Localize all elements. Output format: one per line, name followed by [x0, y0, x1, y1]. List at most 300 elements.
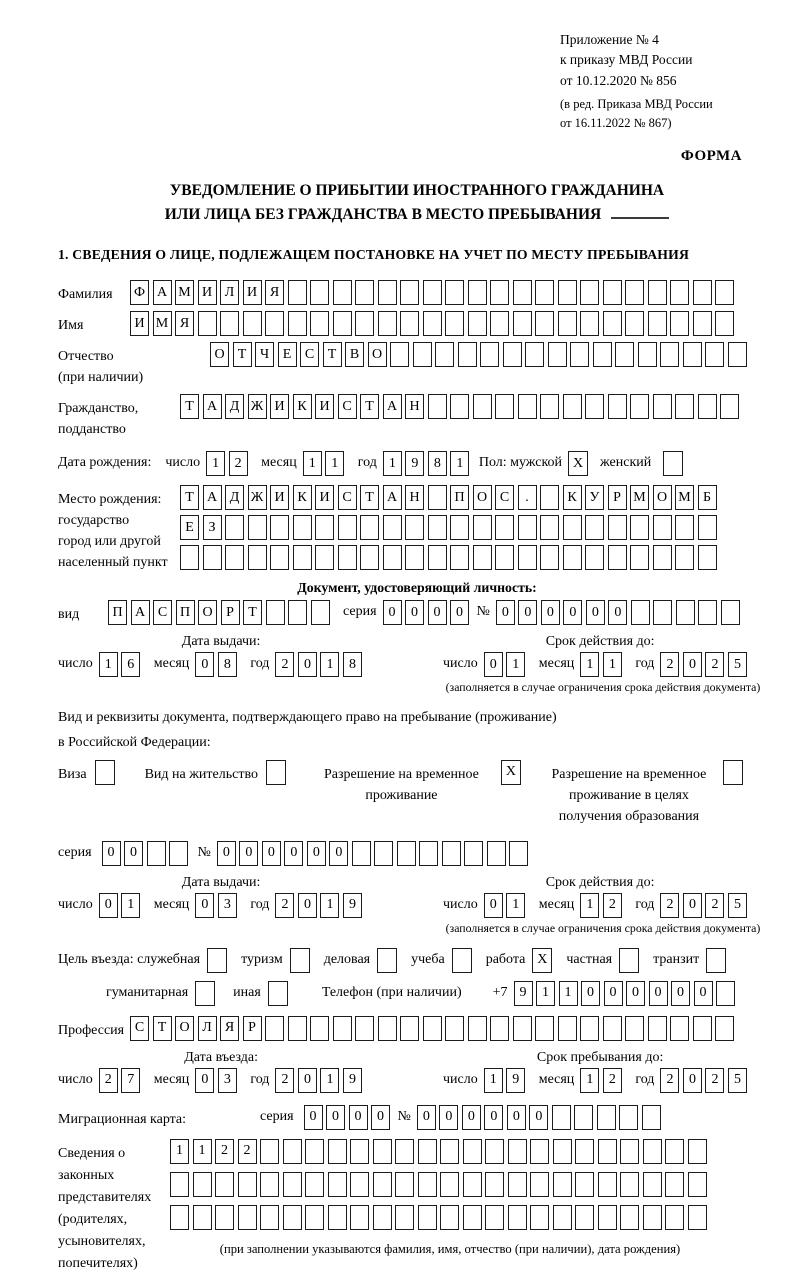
char-cell[interactable]: [395, 1205, 414, 1230]
char-cell[interactable]: [580, 311, 599, 336]
char-cell[interactable]: 1: [320, 652, 339, 677]
char-cell[interactable]: [518, 545, 537, 570]
char-cell[interactable]: [518, 394, 537, 419]
char-cell[interactable]: 2: [215, 1139, 234, 1164]
char-cell[interactable]: [625, 1016, 644, 1041]
char-cell[interactable]: З: [203, 515, 222, 540]
char-cell[interactable]: [728, 342, 747, 367]
char-cell[interactable]: [660, 342, 679, 367]
char-cell[interactable]: 1: [325, 451, 344, 476]
char-cell[interactable]: С: [130, 1016, 149, 1041]
char-cell[interactable]: [328, 1172, 347, 1197]
char-cell[interactable]: [513, 1016, 532, 1041]
char-cell[interactable]: [643, 1205, 662, 1230]
char-cell[interactable]: [608, 515, 627, 540]
char-cell[interactable]: [333, 1016, 352, 1041]
char-cell[interactable]: [535, 280, 554, 305]
char-cell[interactable]: [360, 515, 379, 540]
char-cell[interactable]: .: [518, 485, 537, 510]
char-cell[interactable]: [625, 280, 644, 305]
char-cell[interactable]: [468, 280, 487, 305]
char-cell[interactable]: 2: [229, 451, 248, 476]
char-cell[interactable]: С: [338, 485, 357, 510]
char-cell[interactable]: 0: [671, 981, 690, 1006]
char-cell[interactable]: М: [675, 485, 694, 510]
char-cell[interactable]: [265, 311, 284, 336]
char-cell[interactable]: [374, 841, 393, 866]
char-cell[interactable]: [215, 1205, 234, 1230]
char-cell[interactable]: [575, 1172, 594, 1197]
char-cell[interactable]: Р: [243, 1016, 262, 1041]
char-cell[interactable]: [468, 311, 487, 336]
char-cell[interactable]: [665, 1172, 684, 1197]
char-cell[interactable]: 0: [450, 600, 469, 625]
char-cell[interactable]: [305, 1172, 324, 1197]
char-cell[interactable]: [418, 1139, 437, 1164]
char-cell[interactable]: [490, 280, 509, 305]
char-cell[interactable]: Я: [175, 311, 194, 336]
char-cell[interactable]: 2: [660, 1068, 679, 1093]
char-cell[interactable]: [653, 515, 672, 540]
char-cell[interactable]: [423, 311, 442, 336]
char-cell[interactable]: [293, 515, 312, 540]
char-cell[interactable]: [423, 280, 442, 305]
char-cell[interactable]: [530, 1205, 549, 1230]
char-cell[interactable]: 9: [343, 893, 362, 918]
char-cell[interactable]: [535, 1016, 554, 1041]
char-cell[interactable]: 1: [121, 893, 140, 918]
char-cell[interactable]: Т: [153, 1016, 172, 1041]
char-cell[interactable]: И: [315, 485, 334, 510]
char-cell[interactable]: [338, 515, 357, 540]
char-cell[interactable]: [440, 1172, 459, 1197]
char-cell[interactable]: [450, 394, 469, 419]
char-cell[interactable]: [400, 311, 419, 336]
char-cell[interactable]: [473, 394, 492, 419]
char-cell[interactable]: [530, 1139, 549, 1164]
char-cell[interactable]: [670, 280, 689, 305]
char-cell[interactable]: 0: [683, 893, 702, 918]
char-cell[interactable]: 2: [660, 652, 679, 677]
char-cell[interactable]: [445, 280, 464, 305]
char-cell[interactable]: [574, 1105, 593, 1130]
purpose-private-checkbox[interactable]: [619, 948, 639, 973]
char-cell[interactable]: 5: [728, 652, 747, 677]
char-cell[interactable]: [442, 841, 461, 866]
gender-male-checkbox[interactable]: X: [568, 451, 588, 476]
char-cell[interactable]: [468, 1016, 487, 1041]
char-cell[interactable]: К: [563, 485, 582, 510]
char-cell[interactable]: [180, 545, 199, 570]
char-cell[interactable]: Т: [323, 342, 342, 367]
char-cell[interactable]: [266, 600, 285, 625]
char-cell[interactable]: А: [131, 600, 150, 625]
char-cell[interactable]: [193, 1172, 212, 1197]
char-cell[interactable]: 1: [580, 652, 599, 677]
char-cell[interactable]: [530, 1172, 549, 1197]
char-cell[interactable]: [400, 1016, 419, 1041]
char-cell[interactable]: [553, 1205, 572, 1230]
char-cell[interactable]: [683, 342, 702, 367]
char-cell[interactable]: Ф: [130, 280, 149, 305]
char-cell[interactable]: [395, 1172, 414, 1197]
char-cell[interactable]: [619, 1105, 638, 1130]
char-cell[interactable]: Т: [180, 485, 199, 510]
char-cell[interactable]: 0: [581, 981, 600, 1006]
char-cell[interactable]: [310, 311, 329, 336]
char-cell[interactable]: Я: [265, 280, 284, 305]
char-cell[interactable]: М: [630, 485, 649, 510]
char-cell[interactable]: Л: [198, 1016, 217, 1041]
purpose-other-checkbox[interactable]: [268, 981, 288, 1006]
char-cell[interactable]: [721, 600, 740, 625]
char-cell[interactable]: [435, 342, 454, 367]
char-cell[interactable]: [630, 545, 649, 570]
char-cell[interactable]: Ж: [248, 485, 267, 510]
char-cell[interactable]: Н: [405, 485, 424, 510]
char-cell[interactable]: [598, 1139, 617, 1164]
char-cell[interactable]: [642, 1105, 661, 1130]
char-cell[interactable]: И: [130, 311, 149, 336]
visa-checkbox[interactable]: [95, 760, 115, 785]
char-cell[interactable]: [350, 1172, 369, 1197]
char-cell[interactable]: [445, 1016, 464, 1041]
char-cell[interactable]: 0: [541, 600, 560, 625]
char-cell[interactable]: [620, 1205, 639, 1230]
char-cell[interactable]: [378, 280, 397, 305]
char-cell[interactable]: [305, 1205, 324, 1230]
char-cell[interactable]: [397, 841, 416, 866]
char-cell[interactable]: 0: [683, 1068, 702, 1093]
char-cell[interactable]: 0: [405, 600, 424, 625]
char-cell[interactable]: У: [585, 485, 604, 510]
char-cell[interactable]: И: [243, 280, 262, 305]
char-cell[interactable]: [688, 1205, 707, 1230]
char-cell[interactable]: [563, 394, 582, 419]
char-cell[interactable]: [693, 1016, 712, 1041]
char-cell[interactable]: 0: [428, 600, 447, 625]
char-cell[interactable]: [698, 394, 717, 419]
char-cell[interactable]: 1: [603, 652, 622, 677]
char-cell[interactable]: [333, 280, 352, 305]
char-cell[interactable]: 0: [262, 841, 281, 866]
char-cell[interactable]: 0: [563, 600, 582, 625]
char-cell[interactable]: [383, 545, 402, 570]
char-cell[interactable]: 0: [529, 1105, 548, 1130]
char-cell[interactable]: [283, 1205, 302, 1230]
char-cell[interactable]: Л: [220, 280, 239, 305]
char-cell[interactable]: [288, 600, 307, 625]
char-cell[interactable]: [293, 545, 312, 570]
char-cell[interactable]: [260, 1139, 279, 1164]
char-cell[interactable]: [603, 280, 622, 305]
char-cell[interactable]: [473, 515, 492, 540]
char-cell[interactable]: [350, 1139, 369, 1164]
char-cell[interactable]: [653, 394, 672, 419]
char-cell[interactable]: Р: [221, 600, 240, 625]
char-cell[interactable]: [535, 311, 554, 336]
char-cell[interactable]: [553, 1139, 572, 1164]
char-cell[interactable]: [631, 600, 650, 625]
char-cell[interactable]: [540, 485, 559, 510]
char-cell[interactable]: [355, 280, 374, 305]
char-cell[interactable]: 0: [439, 1105, 458, 1130]
char-cell[interactable]: 9: [405, 451, 424, 476]
char-cell[interactable]: [170, 1172, 189, 1197]
char-cell[interactable]: [513, 311, 532, 336]
char-cell[interactable]: [428, 515, 447, 540]
char-cell[interactable]: [463, 1139, 482, 1164]
char-cell[interactable]: 0: [195, 652, 214, 677]
char-cell[interactable]: [563, 515, 582, 540]
char-cell[interactable]: [315, 545, 334, 570]
char-cell[interactable]: [563, 545, 582, 570]
char-cell[interactable]: [503, 342, 522, 367]
char-cell[interactable]: [373, 1139, 392, 1164]
purpose-study-checkbox[interactable]: [452, 948, 472, 973]
char-cell[interactable]: К: [293, 485, 312, 510]
char-cell[interactable]: 2: [275, 1068, 294, 1093]
char-cell[interactable]: [558, 311, 577, 336]
char-cell[interactable]: [203, 545, 222, 570]
char-cell[interactable]: [400, 280, 419, 305]
char-cell[interactable]: О: [175, 1016, 194, 1041]
char-cell[interactable]: 0: [102, 841, 121, 866]
char-cell[interactable]: 0: [694, 981, 713, 1006]
char-cell[interactable]: [620, 1172, 639, 1197]
char-cell[interactable]: [169, 841, 188, 866]
char-cell[interactable]: П: [176, 600, 195, 625]
char-cell[interactable]: [676, 600, 695, 625]
char-cell[interactable]: [653, 600, 672, 625]
char-cell[interactable]: 2: [705, 652, 724, 677]
char-cell[interactable]: [355, 1016, 374, 1041]
char-cell[interactable]: [248, 545, 267, 570]
char-cell[interactable]: 1: [320, 1068, 339, 1093]
char-cell[interactable]: [608, 545, 627, 570]
char-cell[interactable]: [352, 841, 371, 866]
char-cell[interactable]: С: [338, 394, 357, 419]
char-cell[interactable]: М: [175, 280, 194, 305]
char-cell[interactable]: Т: [360, 485, 379, 510]
char-cell[interactable]: [288, 311, 307, 336]
char-cell[interactable]: 2: [275, 652, 294, 677]
char-cell[interactable]: [693, 311, 712, 336]
char-cell[interactable]: 1: [450, 451, 469, 476]
char-cell[interactable]: [558, 1016, 577, 1041]
char-cell[interactable]: [548, 342, 567, 367]
char-cell[interactable]: 2: [705, 1068, 724, 1093]
char-cell[interactable]: 2: [275, 893, 294, 918]
char-cell[interactable]: Б: [698, 485, 717, 510]
char-cell[interactable]: [540, 394, 559, 419]
char-cell[interactable]: 0: [586, 600, 605, 625]
char-cell[interactable]: 0: [683, 652, 702, 677]
char-cell[interactable]: [383, 515, 402, 540]
char-cell[interactable]: О: [210, 342, 229, 367]
char-cell[interactable]: 9: [506, 1068, 525, 1093]
char-cell[interactable]: С: [300, 342, 319, 367]
char-cell[interactable]: [570, 342, 589, 367]
char-cell[interactable]: 1: [484, 1068, 503, 1093]
char-cell[interactable]: [643, 1139, 662, 1164]
char-cell[interactable]: [580, 280, 599, 305]
char-cell[interactable]: [675, 515, 694, 540]
char-cell[interactable]: Д: [225, 485, 244, 510]
purpose-tourism-checkbox[interactable]: [290, 948, 310, 973]
char-cell[interactable]: 0: [484, 652, 503, 677]
char-cell[interactable]: 9: [514, 981, 533, 1006]
char-cell[interactable]: 0: [284, 841, 303, 866]
char-cell[interactable]: [675, 545, 694, 570]
char-cell[interactable]: 1: [99, 652, 118, 677]
char-cell[interactable]: [598, 1172, 617, 1197]
char-cell[interactable]: [288, 280, 307, 305]
char-cell[interactable]: 1: [536, 981, 555, 1006]
char-cell[interactable]: 0: [298, 652, 317, 677]
char-cell[interactable]: [620, 1139, 639, 1164]
char-cell[interactable]: 1: [559, 981, 578, 1006]
char-cell[interactable]: [715, 280, 734, 305]
gender-female-checkbox[interactable]: [663, 451, 683, 476]
char-cell[interactable]: [418, 1205, 437, 1230]
char-cell[interactable]: [450, 545, 469, 570]
char-cell[interactable]: 0: [626, 981, 645, 1006]
char-cell[interactable]: [625, 311, 644, 336]
char-cell[interactable]: [418, 1172, 437, 1197]
char-cell[interactable]: [495, 394, 514, 419]
char-cell[interactable]: [428, 545, 447, 570]
char-cell[interactable]: [428, 485, 447, 510]
char-cell[interactable]: К: [293, 394, 312, 419]
char-cell[interactable]: [485, 1139, 504, 1164]
char-cell[interactable]: 2: [603, 1068, 622, 1093]
char-cell[interactable]: [597, 1105, 616, 1130]
char-cell[interactable]: [585, 394, 604, 419]
char-cell[interactable]: 8: [428, 451, 447, 476]
char-cell[interactable]: 0: [484, 893, 503, 918]
char-cell[interactable]: 9: [343, 1068, 362, 1093]
char-cell[interactable]: [513, 280, 532, 305]
char-cell[interactable]: [495, 545, 514, 570]
char-cell[interactable]: Т: [243, 600, 262, 625]
char-cell[interactable]: [395, 1139, 414, 1164]
char-cell[interactable]: [198, 311, 217, 336]
char-cell[interactable]: [225, 545, 244, 570]
char-cell[interactable]: О: [198, 600, 217, 625]
char-cell[interactable]: [315, 515, 334, 540]
char-cell[interactable]: А: [383, 394, 402, 419]
char-cell[interactable]: С: [495, 485, 514, 510]
char-cell[interactable]: И: [270, 485, 289, 510]
char-cell[interactable]: [405, 545, 424, 570]
char-cell[interactable]: 0: [484, 1105, 503, 1130]
char-cell[interactable]: 0: [217, 841, 236, 866]
char-cell[interactable]: [585, 545, 604, 570]
char-cell[interactable]: 1: [206, 451, 225, 476]
char-cell[interactable]: [338, 545, 357, 570]
char-cell[interactable]: И: [315, 394, 334, 419]
purpose-work-checkbox[interactable]: X: [532, 948, 552, 973]
char-cell[interactable]: 0: [608, 600, 627, 625]
char-cell[interactable]: 5: [728, 1068, 747, 1093]
char-cell[interactable]: [630, 515, 649, 540]
char-cell[interactable]: 8: [343, 652, 362, 677]
char-cell[interactable]: [698, 600, 717, 625]
char-cell[interactable]: С: [153, 600, 172, 625]
char-cell[interactable]: 1: [506, 893, 525, 918]
char-cell[interactable]: [495, 515, 514, 540]
char-cell[interactable]: [705, 342, 724, 367]
char-cell[interactable]: [540, 515, 559, 540]
char-cell[interactable]: [553, 1172, 572, 1197]
char-cell[interactable]: 3: [218, 893, 237, 918]
char-cell[interactable]: [665, 1139, 684, 1164]
char-cell[interactable]: [643, 1172, 662, 1197]
char-cell[interactable]: [378, 311, 397, 336]
char-cell[interactable]: [445, 311, 464, 336]
char-cell[interactable]: 5: [728, 893, 747, 918]
char-cell[interactable]: 3: [218, 1068, 237, 1093]
char-cell[interactable]: [638, 342, 657, 367]
char-cell[interactable]: 0: [507, 1105, 526, 1130]
char-cell[interactable]: 1: [580, 1068, 599, 1093]
char-cell[interactable]: 0: [298, 1068, 317, 1093]
char-cell[interactable]: [265, 1016, 284, 1041]
char-cell[interactable]: 2: [705, 893, 724, 918]
char-cell[interactable]: А: [203, 394, 222, 419]
char-cell[interactable]: [558, 280, 577, 305]
char-cell[interactable]: [147, 841, 166, 866]
char-cell[interactable]: [333, 311, 352, 336]
char-cell[interactable]: [509, 841, 528, 866]
char-cell[interactable]: Е: [278, 342, 297, 367]
char-cell[interactable]: 6: [121, 652, 140, 677]
char-cell[interactable]: [665, 1205, 684, 1230]
char-cell[interactable]: [243, 311, 262, 336]
char-cell[interactable]: А: [153, 280, 172, 305]
char-cell[interactable]: 0: [239, 841, 258, 866]
char-cell[interactable]: 0: [417, 1105, 436, 1130]
char-cell[interactable]: [283, 1139, 302, 1164]
char-cell[interactable]: [310, 1016, 329, 1041]
char-cell[interactable]: О: [473, 485, 492, 510]
char-cell[interactable]: [715, 1016, 734, 1041]
char-cell[interactable]: 0: [383, 600, 402, 625]
char-cell[interactable]: 0: [195, 893, 214, 918]
char-cell[interactable]: 0: [304, 1105, 323, 1130]
char-cell[interactable]: 2: [99, 1068, 118, 1093]
char-cell[interactable]: [648, 311, 667, 336]
char-cell[interactable]: 0: [326, 1105, 345, 1130]
char-cell[interactable]: [283, 1172, 302, 1197]
char-cell[interactable]: 0: [195, 1068, 214, 1093]
char-cell[interactable]: П: [450, 485, 469, 510]
char-cell[interactable]: 0: [124, 841, 143, 866]
char-cell[interactable]: 7: [121, 1068, 140, 1093]
char-cell[interactable]: [220, 311, 239, 336]
char-cell[interactable]: 1: [580, 893, 599, 918]
char-cell[interactable]: 2: [603, 893, 622, 918]
char-cell[interactable]: [525, 342, 544, 367]
char-cell[interactable]: [419, 841, 438, 866]
char-cell[interactable]: [378, 1016, 397, 1041]
char-cell[interactable]: 8: [218, 652, 237, 677]
char-cell[interactable]: 0: [462, 1105, 481, 1130]
char-cell[interactable]: 0: [329, 841, 348, 866]
char-cell[interactable]: 0: [307, 841, 326, 866]
char-cell[interactable]: Т: [360, 394, 379, 419]
